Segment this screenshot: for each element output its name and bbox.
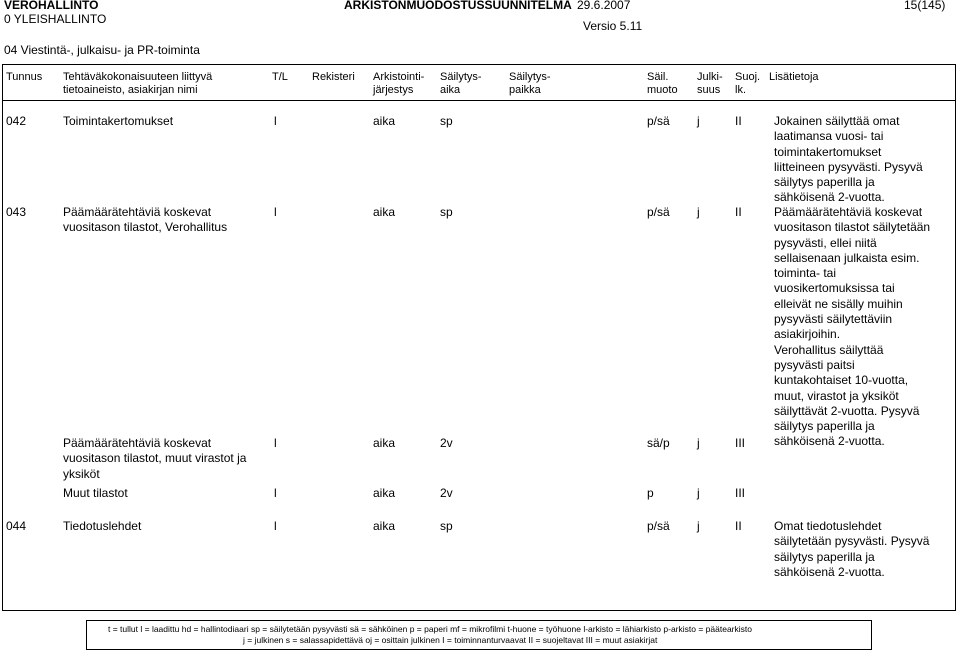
row-tl: l <box>274 519 277 533</box>
row-nimi: Päämäärätehtäviä koskevat vuositason tilastot, muut virastot ja yksiköt <box>63 436 247 481</box>
header-bottom-border <box>2 100 956 101</box>
col-header-sailmuoto-line1: Säil. <box>647 71 669 83</box>
col-header-tehtava-line2: tietoaineisto, asiakirjan nimi <box>63 84 198 96</box>
row-tl: l <box>274 114 277 128</box>
row-julkisuus: j <box>697 114 700 128</box>
row-julkisuus: j <box>697 205 700 219</box>
col-header-sailytysaika-line1: Säilytys- <box>440 71 482 83</box>
col-header-arkistointi-line1: Arkistointi- <box>373 71 425 83</box>
row-sailytysaika: sp <box>440 114 453 128</box>
row-lisatietoja: Päämäärätehtäviä koskevat vuositason tilastot säilytetään pysyvästi, ellei niitä sellaisenaan julkaista esim. toiminta- tai vuosikertomuksissa tai elleivät ne sisälly muihin pysyvästi säilytettäviin asiakirjoihin. Verohallitus säilyttää pysyvästi paitsi kuntakohtaiset 10-vuotta, muut, virastot ja yksiköt säilyttävät 2-vuotta. Pysyvä säilytys paperilla ja sähköisenä 2-vuotta. <box>774 205 931 449</box>
row-arkistointi: aika <box>373 519 396 533</box>
col-header-tehtava-line1: Tehtäväkokonaisuuteen liittyvä <box>63 71 213 83</box>
department-name: 0 YLEISHALLINTO <box>4 12 107 26</box>
col-header-sailytyspaikka-line1: Säilytys- <box>509 71 551 83</box>
row-julkisuus: j <box>697 436 700 450</box>
row-arkistointi: aika <box>373 114 396 128</box>
row-sailytysaika: 2v <box>440 436 453 450</box>
row-tl: l <box>274 486 277 500</box>
row-arkistointi: aika <box>373 486 396 500</box>
row-suoj: II <box>735 205 742 219</box>
section-title: 04 Viestintä-, julkaisu- ja PR-toiminta <box>4 43 200 57</box>
legend-line-1: t = tullut l = laadittu hd = hallintodiaari sp = säilytetään pysyvästi sä = sähköinen p = paperi mf = mikrofilmi t-huone = työhuone l-arkisto = lähiarkisto p-arkisto = päätearkisto <box>108 624 752 634</box>
legend-line-2: j = julkinen s = salassapidettävä oj = osittain julkinen I = toiminnanturvaavat II = suojeltavat III = muut asiakirjat <box>243 635 658 645</box>
document-date: 29.6.2007 <box>577 0 631 12</box>
table-right-border <box>955 64 956 610</box>
table-bottom-border <box>2 610 956 611</box>
row-sailytysaika: sp <box>440 205 453 219</box>
row-suoj: III <box>735 436 746 450</box>
page-number: 15(145) <box>904 0 946 12</box>
row-suoj: II <box>735 519 742 533</box>
row-tunnus: 044 <box>6 519 27 533</box>
table-left-border <box>2 64 3 610</box>
col-header-julkisuus-line2: suus <box>697 84 721 96</box>
table-top-border <box>2 64 956 65</box>
organization-name: VEROHALLINTO <box>4 0 99 12</box>
row-sailmuoto: p/sä <box>647 114 670 128</box>
row-tunnus: 043 <box>6 205 27 219</box>
row-sailmuoto: sä/p <box>647 436 670 450</box>
row-sailytysaika: 2v <box>440 486 453 500</box>
document-version: Versio 5.11 <box>583 19 643 33</box>
row-julkisuus: j <box>697 486 700 500</box>
col-header-sailytysaika-line2: aika <box>440 84 461 96</box>
col-header-suoj-line2: lk. <box>735 84 746 96</box>
col-header-tunnus: Tunnus <box>6 71 43 83</box>
row-sailmuoto: p <box>647 486 654 500</box>
col-header-arkistointi-line2: järjestys <box>373 84 414 96</box>
row-nimi: Päämäärätehtäviä koskevat vuositason tilastot, Verohallitus <box>63 205 228 235</box>
row-sailytysaika: sp <box>440 519 453 533</box>
row-lisatietoja: Jokainen säilyttää omat laatimansa vuosi- tai toimintakertomukset liitteineen pysyvästi. Pysyvä säilytys paperilla ja sähköisenä 2-vuotta. <box>774 114 923 205</box>
col-header-sailmuoto-line2: muoto <box>647 84 678 96</box>
row-julkisuus: j <box>697 519 700 533</box>
row-suoj: III <box>735 486 746 500</box>
row-tl: l <box>274 205 277 219</box>
row-tunnus: 042 <box>6 114 27 128</box>
col-header-sailytyspaikka-line2: paikka <box>509 84 541 96</box>
row-arkistointi: aika <box>373 436 396 450</box>
col-header-suoj-line1: Suoj. <box>735 71 761 83</box>
row-nimi: Toimintakertomukset <box>63 114 174 128</box>
row-sailmuoto: p/sä <box>647 205 670 219</box>
col-header-lisatietoja: Lisätietoja <box>769 71 819 83</box>
col-header-julkisuus-line1: Julki- <box>697 71 723 83</box>
row-tl: l <box>274 436 277 450</box>
row-suoj: II <box>735 114 742 128</box>
document-title: ARKISTONMUODOSTUSSUUNNITELMA <box>344 0 572 12</box>
row-nimi: Muut tilastot <box>63 486 128 500</box>
col-header-rekisteri: Rekisteri <box>312 71 355 83</box>
row-lisatietoja: Omat tiedotuslehdet säilytetään pysyvästi. Pysyvä säilytys paperilla ja sähköisenä 2-vuotta. <box>774 519 930 579</box>
row-sailmuoto: p/sä <box>647 519 670 533</box>
col-header-tl: T/L <box>272 71 288 83</box>
row-nimi: Tiedotuslehdet <box>63 519 142 533</box>
row-arkistointi: aika <box>373 205 396 219</box>
